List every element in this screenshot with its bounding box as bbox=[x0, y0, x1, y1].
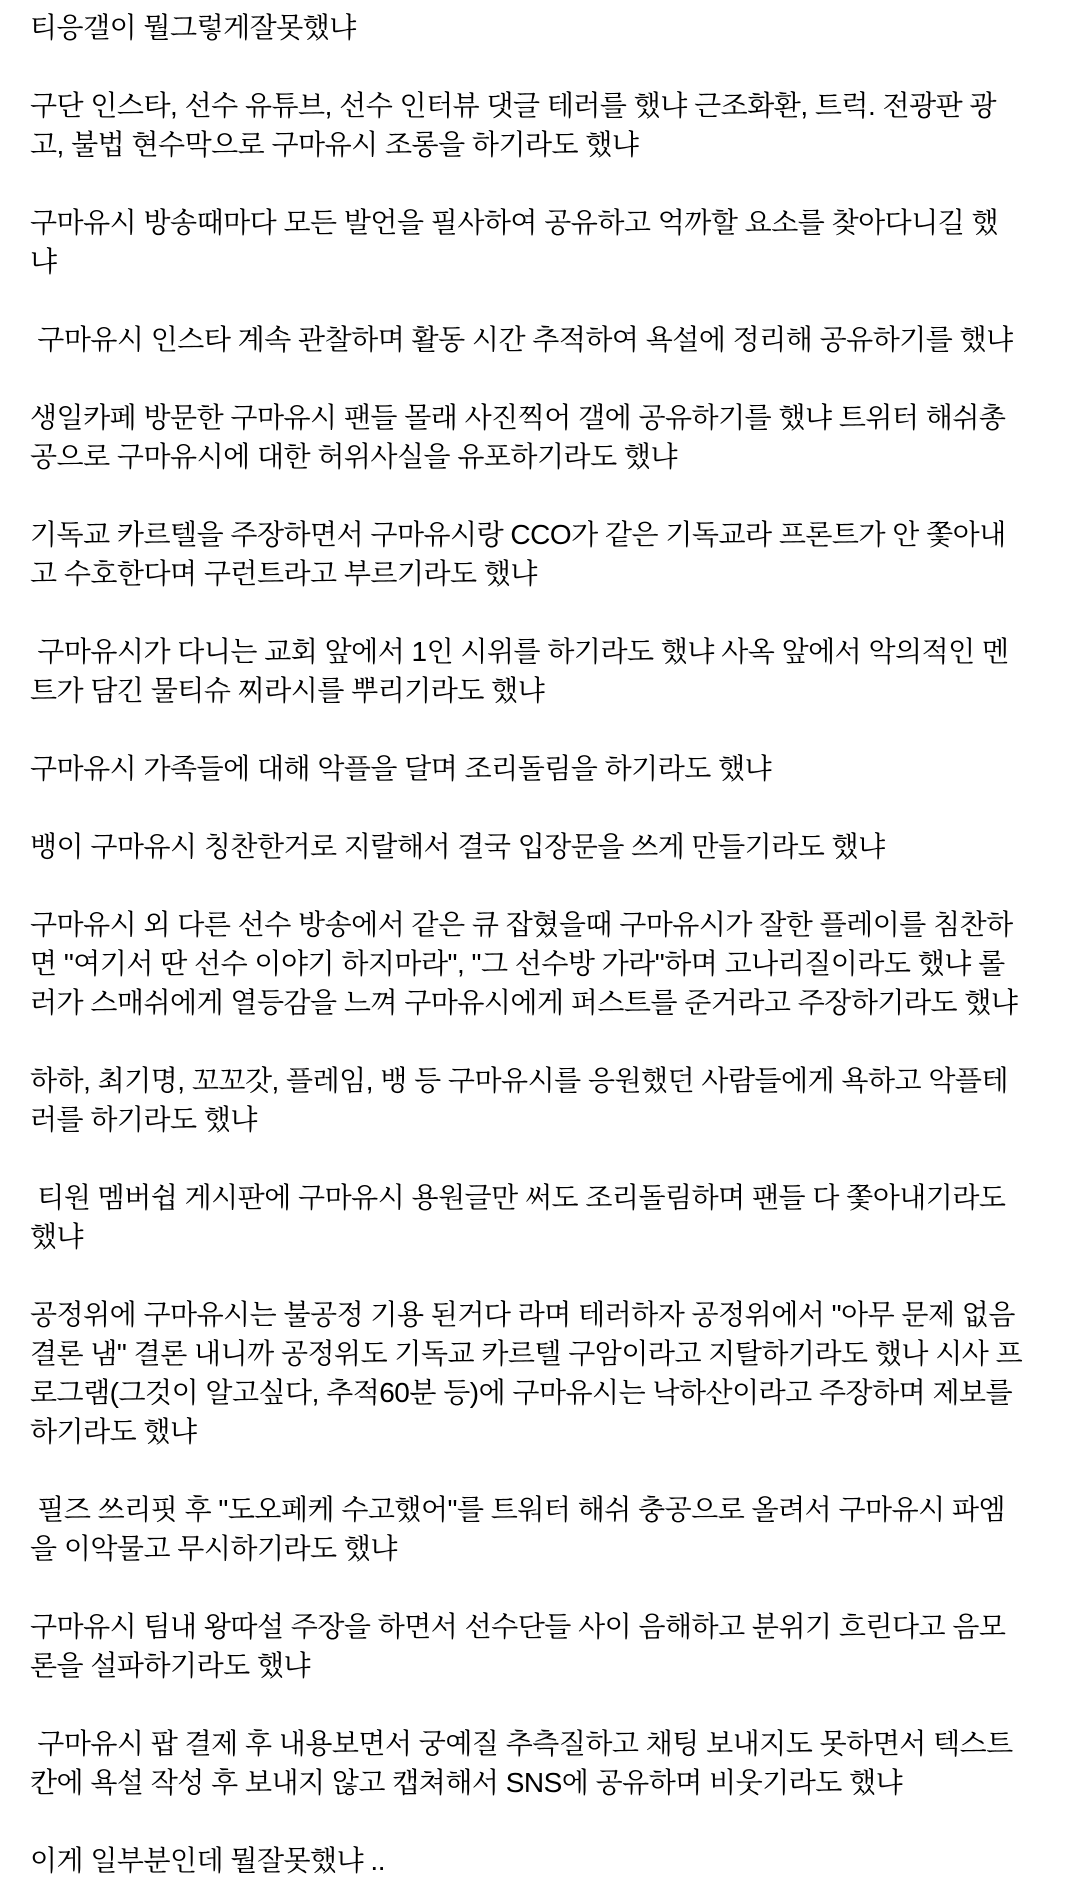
post-paragraph: 생일카페 방문한 구마유시 팬들 몰래 사진찍어 갤에 공유하기를 했냐 트위터 해쉬총공으로 구마유시에 대한 허위사실을 유포하기라도 했냐 bbox=[30, 402, 1006, 472]
post-paragraph: 구단 인스타, 선수 유튜브, 선수 인터뷰 댓글 테러를 했냐 근조화환, 트럭. 전광판 광고, 불법 현수막으로 구마유시 조롱을 하기라도 했냐 bbox=[30, 90, 997, 160]
post-paragraph: 기독교 카르텔을 주장하면서 구마유시랑 CCO가 같은 기독교라 프론트가 안 쫓아내고 수호한다며 구런트라고 부르기라도 했냐 bbox=[30, 519, 1006, 589]
post-paragraph: 필즈 쓰리핏 후 "도오페케 수고했어"를 트워터 해쉬 충공으로 올려서 구마유시 파엠을 이악물고 무시하기라도 했냐 bbox=[30, 1494, 1006, 1564]
post-paragraph: 티원 멤버쉽 게시판에 구마유시 용원글만 써도 조리돌림하며 팬들 다 쫓아내기라도 했냐 bbox=[30, 1182, 1013, 1252]
post-paragraph: 티응갤이 뭘그렇게잘못했냐 bbox=[30, 12, 356, 43]
post-paragraph: 구마유시 팀내 왕따설 주장을 하면서 선수단들 사이 음해하고 분위기 흐린다고 음모론을 설파하기라도 했냐 bbox=[30, 1611, 1006, 1681]
post-paragraph: 하하, 최기명, 꼬꼬갓, 플레임, 뱅 등 구마유시를 응원했던 사람들에게 욕하고 악플테러를 하기라도 했냐 bbox=[30, 1065, 1008, 1135]
post-paragraph: 공정위에 구마유시는 불공정 기용 된거다 라며 테러하자 공정위에서 "아무 문제 없음 결론 냄" 결론 내니까 공정위도 기독교 카르텔 구암이라고 지탈하기라도 했나 시사 프로그램(그것이 알고싶다, 추적60분 등)에 구마유시는 낙하산이라고 주장하며 제보를 하기라도 했냐 bbox=[30, 1299, 1023, 1447]
post-paragraph: 구마유시가 다니는 교회 앞에서 1인 시위를 하기라도 했냐 사옥 앞에서 악의적인 멘트가 담긴 물티슈 찌라시를 뿌리기라도 했냐 bbox=[30, 636, 1009, 706]
post-paragraph: 구마유시 가족들에 대해 악플을 달며 조리돌림을 하기라도 했냐 bbox=[30, 753, 772, 784]
post-paragraph: 뱅이 구마유시 칭찬한거로 지랄해서 결국 입장문을 쓰게 만들기라도 했냐 bbox=[30, 831, 885, 862]
post-paragraph: 구마유시 외 다른 선수 방송에서 같은 큐 잡혔을때 구마유시가 잘한 플레이를 침찬하면 "여기서 딴 선수 이야기 하지마라", "그 선수방 가라"하며 고나리질이라도 했냐 롤러가 스매쉬에게 열등감을 느껴 구마유시에게 퍼스트를 준거라고 주장하기라도 했냐 bbox=[30, 909, 1018, 1018]
post-paragraph: 구마유시 방송때마다 모든 발언을 필사하여 공유하고 억까할 요소를 찾아다니길 했냐 bbox=[30, 207, 999, 277]
post-paragraph: 구마유시 팝 결제 후 내용보면서 궁예질 추측질하고 채팅 보내지도 못하면서 텍스트칸에 욕설 작성 후 보내지 않고 캡쳐해서 SNS에 공유하며 비웃기라도 했냐 bbox=[30, 1728, 1013, 1798]
post-paragraph: 구마유시 인스타 계속 관찰하며 활동 시간 추적하여 욕설에 정리해 공유하기를 했냐 bbox=[30, 324, 1013, 355]
post-paragraph: 이게 일부분인데 뭘잘못했냐 .. bbox=[30, 1845, 385, 1876]
